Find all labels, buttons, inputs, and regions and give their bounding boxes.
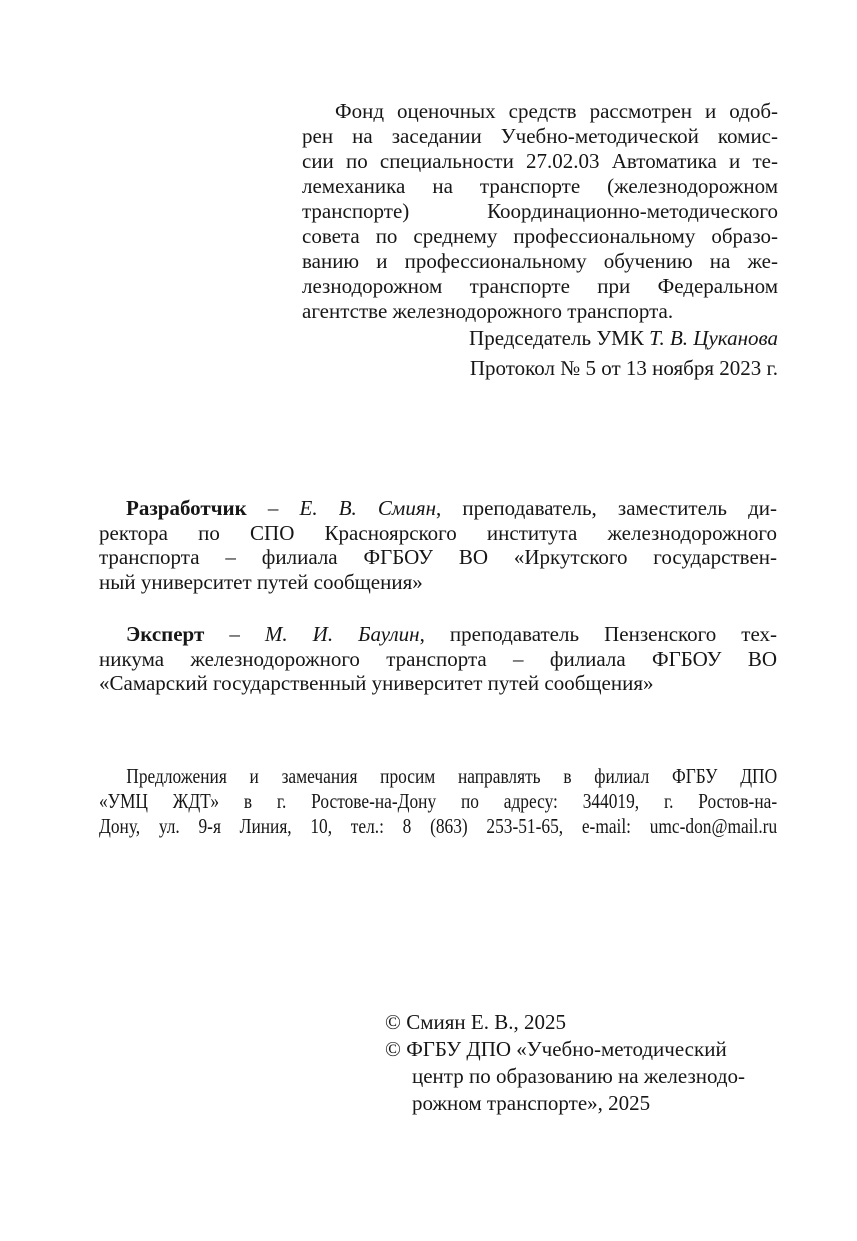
text-line	[99, 622, 777, 647]
expert-name: М. И. Баулин	[264, 622, 420, 646]
copyright-line: © Смиян Е. В., 2025	[385, 1010, 566, 1034]
developer-name: Е. В. Смиян	[299, 496, 436, 520]
chair-signature-line	[302, 326, 778, 351]
text-line: совета по среднему профессиональному образо-	[302, 224, 778, 248]
credits-section	[99, 496, 777, 696]
copyright-line: центр по образованию на железнодо-	[412, 1064, 746, 1088]
chair-label: Председатель УМК	[469, 326, 650, 350]
text-line: рен на заседании Учебно-методической комис-	[302, 124, 778, 148]
copyright-block	[385, 1009, 785, 1117]
text-line: Фонд оценочных средств рассмотрен и одоб-	[335, 99, 778, 123]
expert-label: Эксперт	[126, 622, 205, 646]
text-line: ный университет путей сообщения»	[99, 569, 423, 594]
dash-separator: –	[204, 622, 265, 646]
text-line: никума железнодорожного транспорта – филиала ФГБОУ ВО	[99, 646, 777, 671]
text-line: ректора по СПО Красноярского института железнодорожного	[99, 520, 777, 545]
text-line: «УМЦ ЖДТ» в г. Ростове-на-Дону по адресу: 344019, г. Ростов-на-	[99, 789, 778, 813]
approval-paragraph	[302, 99, 778, 381]
text-line: «Самарский государственный университет путей сообщения»	[99, 671, 654, 695]
chair-name: Т. В. Цуканова	[649, 326, 778, 350]
dash-separator: –	[246, 496, 300, 520]
expert-paragraph	[99, 622, 777, 696]
developer-paragraph	[99, 496, 777, 594]
text-line: агентстве железнодорожного транспорта.	[302, 299, 674, 323]
developer-role: , преподаватель, заместитель ди-	[436, 496, 777, 520]
text-line: Предложения и замечания просим направлять в филиал ФГБУ ДПО	[126, 764, 778, 788]
copyright-line: рожном транспорте», 2025	[412, 1091, 651, 1115]
text-line: лемеханика на транспорте (железнодорожном	[302, 174, 778, 198]
text-line: транспорте) Координационно-методического	[302, 199, 778, 223]
text-line: Дону, ул. 9-я Линия, 10, тел.: 8 (863) 253-51-65, e-mail: umc-don@mail.ru	[99, 814, 778, 838]
expert-role: , преподаватель Пензенского тех-	[419, 622, 778, 646]
copyright-line: © ФГБУ ДПО «Учебно-методический	[385, 1037, 727, 1061]
text-line: сии по специальности 27.02.03 Автоматика и те-	[302, 149, 778, 173]
contact-paragraph	[99, 764, 777, 839]
text-line: ванию и профессиональному обучению на же-	[302, 249, 778, 273]
text-line: транспорта – филиала ФГБОУ ВО «Иркутского государствен-	[99, 545, 777, 569]
developer-label: Разработчик	[126, 496, 247, 520]
text-line: лезнодорожном транспорте при Федеральном	[302, 274, 778, 298]
protocol-line: Протокол № 5 от 13 ноября 2023 г.	[469, 356, 778, 380]
text-line	[99, 496, 777, 521]
